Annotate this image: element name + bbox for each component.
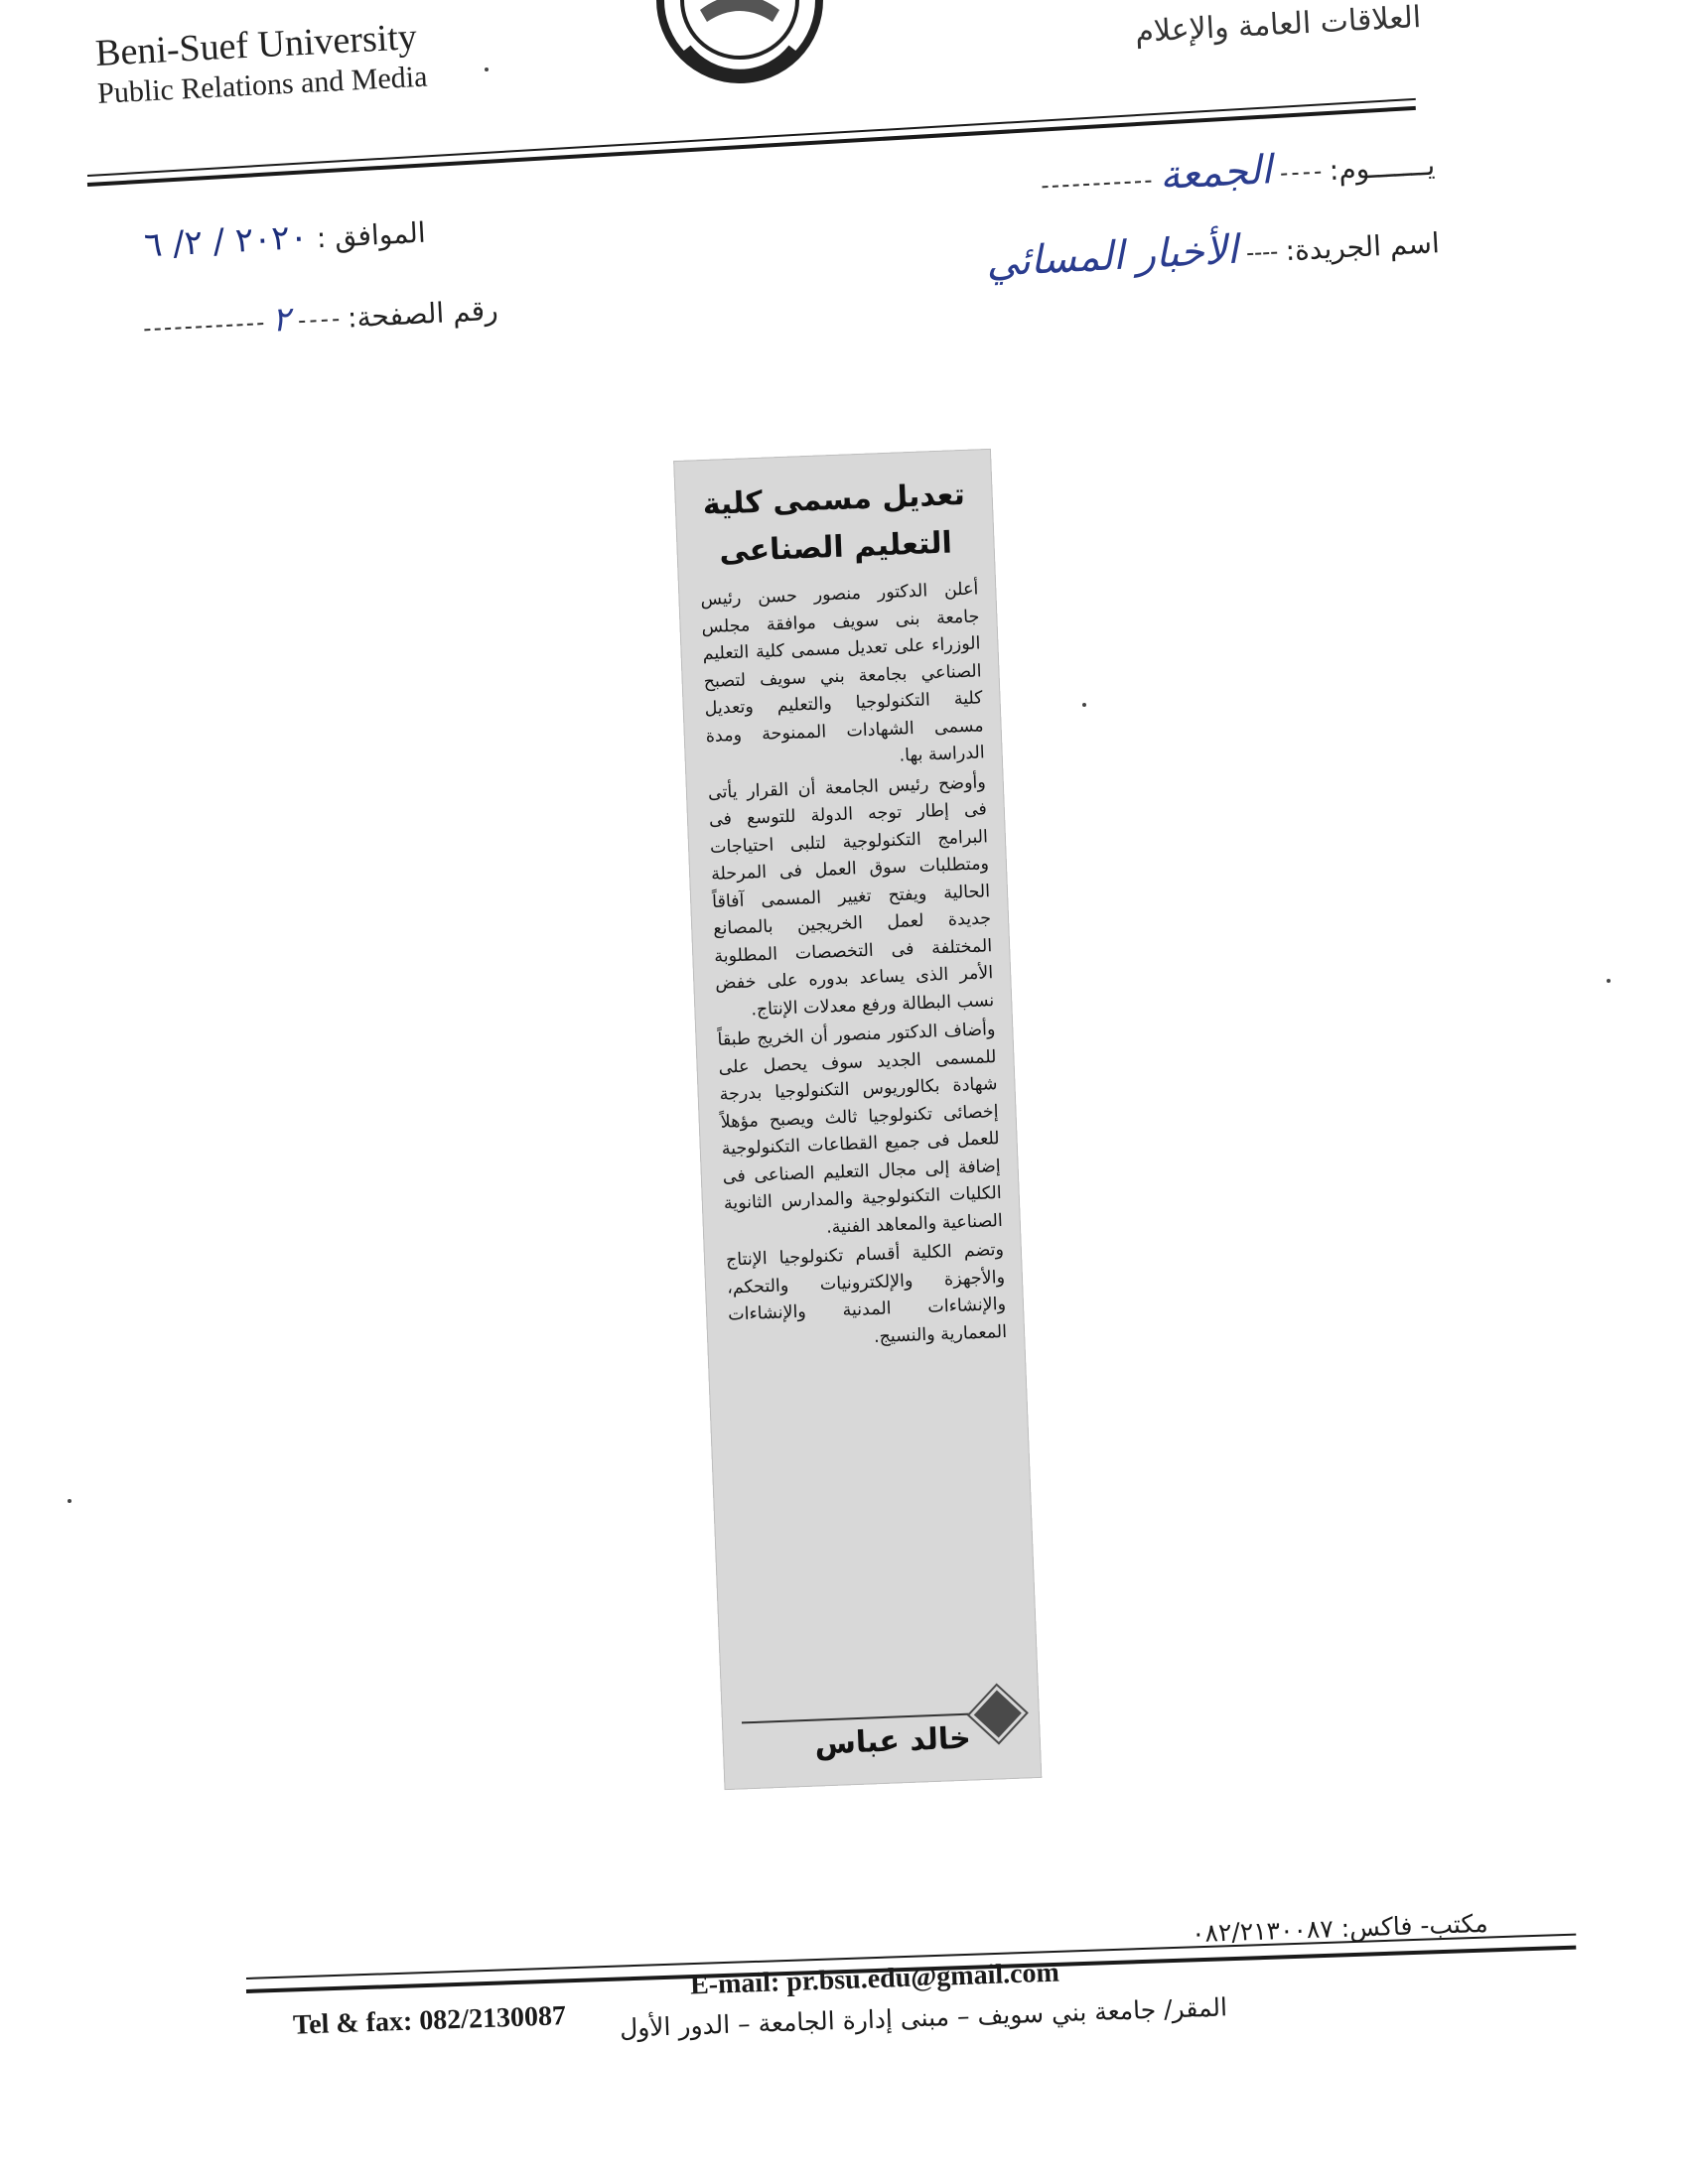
scan-speck [68,1499,71,1503]
university-name: Beni-Suef University [94,16,418,74]
diamond-icon [970,1686,1027,1742]
scan-speck [485,68,489,71]
newspaper-label: اسم الجريدة: [1285,226,1441,268]
page-dash [299,319,339,323]
article-paragraph: وأوضح رئيس الجامعة أن القرار يأتى فى إطار توجه الدولة للتوسع فى البرامج التكنولوجية لتلبى احتياجات ومتطلبات سوق العمل فى المرحلة الحالية ويفتح تغيير المسمى آفاقاً جديدة لعمل الخريجين بالمصانع المختلفة فى التخصصات المطلوبة الأمر الذى يساعد بدوره على خفض نسب البطالة ورفع معدلات الإنتاج. [707,771,995,1021]
scan-speck [1607,979,1611,983]
article-headline [673,449,996,588]
newspaper-field [985,216,1441,286]
article-paragraph: وأضاف الدكتور منصور أن الخريج طبقاً للمسمى الجديد سوف يحصل على شهادة بكالوريوس التكنولوجيا بدرجة إخصائى تكنولوجيا ثالث ويصبح مؤهلاً للعمل فى جميع القطاعات التكنولوجية إضافة إلى مجال التعليم الصناعى فى الكليات التكنولوجية والمدارس الثانوية الصناعية والمعاهد الفنية. [717,1020,1004,1238]
page-number-label: رقم الصفحة: [347,293,499,335]
date-label: الموافق : [315,215,427,255]
page-dash-end [144,323,263,331]
page-number-value: ٢ [270,299,292,341]
day-value: الجمعة [1158,147,1273,200]
headline-line-2: التعليم الصناعى [718,525,953,570]
day-label: يـــــــوم: [1328,148,1436,188]
date-field [143,211,426,266]
day-dash [1281,172,1321,176]
footer-address: المقر/ جامعة بني سويف – مبنى إدارة الجامعة – الدور الأول [619,1992,1228,2043]
article-paragraph: أعلن الدكتور منصور حسن رئيس جامعة بنى سويف موافقة مجلس الوزراء على تعديل مسمى كلية التعليم الصناعي بجامعة بني سويف لتصبح كلية التكنولوجيا والتعليم وتعديل مسمى الشهادات الممنوحة ومدة الدراسة بها. [700,579,986,766]
university-header-en [94,15,428,111]
date-value: ٢٠٢٠ / ٢/ ٦ [143,216,309,266]
day-dash-end [1042,181,1151,189]
department-name-en: Public Relations and Media [96,60,429,110]
scan-speck [1082,703,1086,707]
day-field [1041,139,1436,205]
office-fax: مكتب- فاكس: ٠٨٢/٢١٣٠٠٨٧ [1191,1908,1489,1949]
headline-line-1: تعديل مسمى كلية [702,477,966,523]
article-byline: خالد عباس [813,1720,972,1762]
department-name-ar: العلاقات العامة والإعلام [1134,0,1422,51]
newspaper-value: الأخبار المسائي [985,226,1240,286]
newspaper-dash [1247,252,1277,256]
footer-tel-fax: Tel & fax: 082/2130087 [292,2000,567,2041]
newspaper-clipping [673,449,1042,1790]
footer-email: E-mail: pr.bsu.edu@gmail.com [689,1957,1060,2001]
university-logo [655,0,824,89]
article-paragraph: وتضم الكلية أقسام تكنولوجيا الإنتاج والأجهزة والإلكترونيات والتحكم، والإنشاءات المدنية والإنشاءات المعمارية والنسيج. [725,1239,1008,1347]
page-number-field [143,289,498,347]
byline-block [721,1691,1041,1772]
